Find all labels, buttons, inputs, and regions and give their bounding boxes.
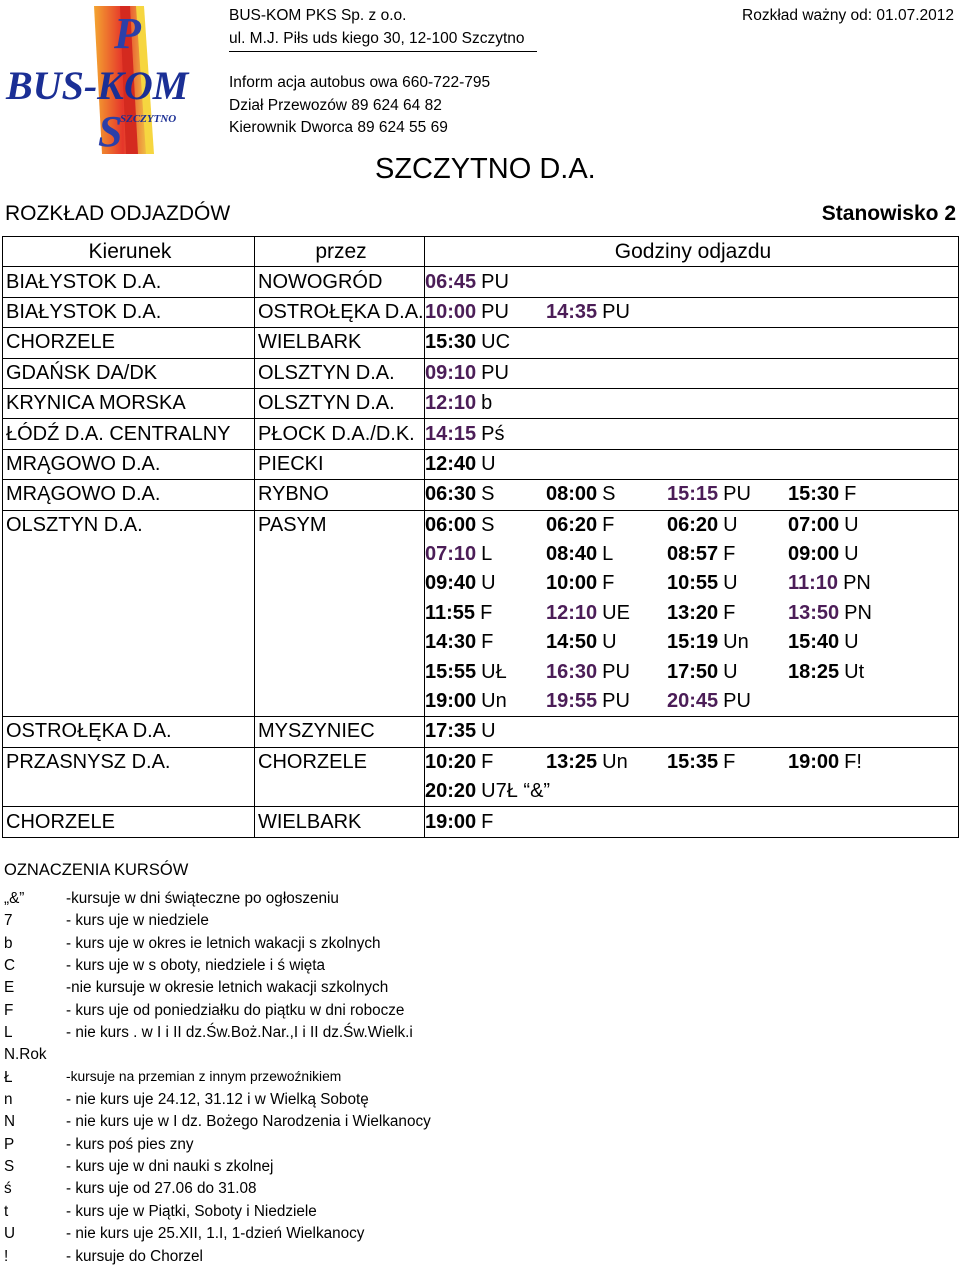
info-phone: Inform acja autobus owa 660-722-795 xyxy=(229,74,491,91)
departure-hour: 10:00 xyxy=(546,572,598,595)
table-row xyxy=(3,480,959,510)
legend-title: OZNACZENIA KURSÓW xyxy=(4,861,189,879)
via-cell xyxy=(255,569,425,598)
departure-hour: 11:10 xyxy=(788,572,839,595)
departure-hour: 08:00 xyxy=(546,483,598,506)
legend-description: - kurs poś pies zny xyxy=(66,1135,194,1153)
destination-cell: OSTROŁĘKA D.A. xyxy=(3,717,255,747)
legend-symbol: L xyxy=(4,1024,13,1042)
departure-time xyxy=(546,602,667,625)
via-cell: OLSZTYN D.A. xyxy=(255,388,425,418)
departure-time xyxy=(667,514,788,537)
departure-times-cell xyxy=(425,358,959,388)
legend-symbol: ! xyxy=(4,1247,9,1265)
table-row xyxy=(3,569,959,598)
table-row xyxy=(3,540,959,569)
via-cell: NOWOGRÓD xyxy=(255,267,425,297)
departure-time xyxy=(425,602,546,625)
departure-hour: 15:30 xyxy=(788,483,840,506)
departure-time xyxy=(788,483,909,506)
course-code: F xyxy=(602,572,615,595)
departure-hour: 08:40 xyxy=(546,543,598,566)
departure-time xyxy=(425,483,546,506)
course-code: PU xyxy=(481,270,509,293)
via-cell xyxy=(255,540,425,569)
course-code: F xyxy=(723,601,736,624)
table-row xyxy=(3,628,959,657)
table-row xyxy=(3,599,959,628)
course-code: U xyxy=(723,513,738,536)
departure-time xyxy=(788,751,909,774)
legend-symbol: Ł xyxy=(4,1068,13,1086)
header-divider xyxy=(229,51,537,52)
course-code: L xyxy=(602,543,614,566)
departure-time xyxy=(425,751,546,774)
departure-time xyxy=(788,602,909,625)
course-code: U xyxy=(481,452,496,475)
departure-time xyxy=(425,690,546,713)
course-code: UŁ xyxy=(481,660,507,683)
departure-times-cell xyxy=(425,807,959,837)
table-row xyxy=(3,807,959,837)
legend-symbol: E xyxy=(4,979,15,997)
legend-symbol: P xyxy=(4,1135,15,1153)
departure-hour: 14:35 xyxy=(546,300,598,323)
via-cell xyxy=(255,687,425,717)
departure-hour: 14:30 xyxy=(425,631,477,654)
company-name: BUS-KOM PKS Sp. z o.o. xyxy=(229,7,407,24)
destination-cell: PRZASNYSZ D.A. xyxy=(3,747,255,777)
departure-hour: 09:10 xyxy=(425,361,477,384)
departure-hour: 19:55 xyxy=(546,690,598,713)
departure-time xyxy=(667,690,788,713)
departure-time xyxy=(425,301,546,324)
departure-hour: 18:25 xyxy=(788,660,840,683)
departure-time xyxy=(425,392,546,415)
departure-times-cell xyxy=(425,480,959,510)
svg-text:BUS-KOM: BUS-KOM xyxy=(6,63,189,108)
legend-symbol: C xyxy=(4,957,16,975)
course-code: U xyxy=(844,543,859,566)
destination-cell xyxy=(3,540,255,569)
departure-hour: 12:40 xyxy=(425,452,477,475)
via-cell xyxy=(255,628,425,657)
departure-times-cell xyxy=(425,687,959,717)
via-cell: OLSZTYN D.A. xyxy=(255,358,425,388)
departure-time xyxy=(546,483,667,506)
svg-text:S: S xyxy=(98,107,123,154)
legend-description: -nie kursuje w okresie letnich wakacji szkolnych xyxy=(66,979,389,997)
departure-time xyxy=(667,543,788,566)
departure-time xyxy=(546,572,667,595)
course-code: PN xyxy=(843,572,871,595)
departure-hour: 10:00 xyxy=(425,300,477,323)
table-row xyxy=(3,657,959,686)
course-code: Pś xyxy=(481,422,505,445)
course-code: Ut xyxy=(844,660,865,683)
destination-cell: ŁÓDŹ D.A. CENTRALNY xyxy=(3,419,255,449)
departure-time xyxy=(425,331,546,354)
departure-hour: 08:57 xyxy=(667,543,719,566)
via-cell: MYSZYNIEC xyxy=(255,717,425,747)
via-cell: WIELBARK xyxy=(255,328,425,358)
course-code: F xyxy=(481,631,494,654)
departure-hour: 13:25 xyxy=(546,750,598,773)
departure-hour: 09:00 xyxy=(788,543,840,566)
departure-hour: 20:45 xyxy=(667,690,719,713)
departure-time xyxy=(788,572,909,595)
departure-time xyxy=(425,514,546,537)
departure-time xyxy=(546,514,667,537)
departure-hour: 20:20 xyxy=(425,780,477,803)
departure-hour: 09:40 xyxy=(425,572,477,595)
legend-description: - nie kurs uje w I dz. Bożego Narodzenia i Wielkanocy xyxy=(66,1113,431,1131)
departure-time xyxy=(546,661,667,684)
via-cell: OSTROŁĘKA D.A. xyxy=(255,297,425,327)
legend-symbol: N.Rok xyxy=(4,1046,47,1064)
departure-hour: 16:30 xyxy=(546,660,598,683)
via-cell: PŁOCK D.A./D.K. xyxy=(255,419,425,449)
bus-kom-logo xyxy=(2,4,207,154)
legend-symbol: „&” xyxy=(4,890,25,907)
departure-times-cell xyxy=(425,599,959,628)
destination-cell: BIAŁYSTOK D.A. xyxy=(3,267,255,297)
departure-hour: 15:19 xyxy=(667,631,719,654)
destination-cell xyxy=(3,569,255,598)
departure-time xyxy=(667,631,788,654)
departure-hour: 07:00 xyxy=(788,513,840,536)
legend-description: - kurs uje od 27.06 do 31.08 xyxy=(66,1180,257,1198)
departure-times-cell xyxy=(425,297,959,327)
departure-time xyxy=(788,543,909,566)
departure-hour: 19:00 xyxy=(788,750,840,773)
destination-cell: CHORZELE xyxy=(3,807,255,837)
table-row xyxy=(3,297,959,327)
table-row xyxy=(3,328,959,358)
departure-time xyxy=(788,661,909,684)
departure-time xyxy=(546,690,667,713)
course-code: PU xyxy=(481,361,509,384)
course-code: U xyxy=(723,660,738,683)
legend-description: - kurs uje w okres ie letnich wakacji s zkolnych xyxy=(66,934,381,952)
course-code: F xyxy=(723,750,736,773)
departure-hour: 17:35 xyxy=(425,720,477,743)
departure-time xyxy=(425,631,546,654)
departure-hour: 17:50 xyxy=(667,660,719,683)
destination-cell: MRĄGOWO D.A. xyxy=(3,480,255,510)
departure-hour: 14:50 xyxy=(546,631,598,654)
departure-hour: 06:45 xyxy=(425,270,477,293)
transport-dept-phone: Dział Przewozów 89 624 64 82 xyxy=(229,97,442,114)
legend-description: - nie kurs . w I i II dz.Św.Boż.Nar.,I i II dz.Św.Wielk.i xyxy=(66,1024,413,1042)
departure-time xyxy=(667,483,788,506)
departure-time xyxy=(667,751,788,774)
course-code: PN xyxy=(844,601,872,624)
course-code: PU xyxy=(481,300,509,323)
course-code: PU xyxy=(602,300,630,323)
departure-times-cell xyxy=(425,777,959,807)
departure-times-cell xyxy=(425,717,959,747)
course-code: F xyxy=(723,543,736,566)
legend-description: - kurs uje w niedziele xyxy=(66,912,209,930)
destination-cell: MRĄGOWO D.A. xyxy=(3,449,255,479)
course-code: Un xyxy=(481,690,507,713)
legend-description: -kursuje na przemian z innym przewoźnikiem xyxy=(66,1068,342,1084)
timetable-header xyxy=(3,237,959,267)
svg-text:P: P xyxy=(114,9,141,58)
legend-description: - kurs uje w s oboty, niedziele i ś więta xyxy=(66,957,326,975)
course-code: b xyxy=(481,392,493,415)
departure-times-cell xyxy=(425,657,959,686)
course-code: S xyxy=(602,483,616,506)
departure-time xyxy=(425,453,546,476)
departure-times-cell xyxy=(425,628,959,657)
legend-description: -kursuje w dni świąteczne po ogłoszeniu xyxy=(66,890,339,907)
via-cell: PASYM xyxy=(255,510,425,540)
course-code: U xyxy=(481,572,496,595)
departure-hour: 15:15 xyxy=(667,483,719,506)
departure-time xyxy=(425,720,546,743)
via-cell xyxy=(255,777,425,807)
departure-time xyxy=(425,271,546,294)
course-code: U xyxy=(481,720,496,743)
departure-hour: 10:20 xyxy=(425,750,477,773)
station-title: SZCZYTNO D.A. xyxy=(375,153,596,185)
departure-times-cell xyxy=(425,267,959,297)
page-subtitle: ROZKŁAD ODJAZDÓW xyxy=(5,202,231,225)
timetable xyxy=(2,236,959,838)
departure-times-cell xyxy=(425,540,959,569)
station-manager-phone: Kierownik Dworca 89 624 55 69 xyxy=(229,119,448,136)
course-code: F xyxy=(602,513,615,536)
departure-time xyxy=(425,543,546,566)
course-code: U xyxy=(723,572,738,595)
legend-symbol: S xyxy=(4,1158,15,1176)
course-code: F xyxy=(844,483,857,506)
via-cell xyxy=(255,657,425,686)
departure-hour: 06:30 xyxy=(425,483,477,506)
course-code: S xyxy=(481,513,495,536)
table-row xyxy=(3,777,959,807)
course-code: Un xyxy=(602,750,628,773)
via-cell: PIECKI xyxy=(255,449,425,479)
course-code: F xyxy=(481,810,494,833)
header-via: przez xyxy=(255,237,425,267)
legend-symbol: F xyxy=(4,1001,14,1019)
destination-cell: CHORZELE xyxy=(3,328,255,358)
via-cell: RYBNO xyxy=(255,480,425,510)
header-times: Godziny odjazdu xyxy=(425,237,959,267)
course-code: U xyxy=(844,513,859,536)
legend-symbol: b xyxy=(4,934,13,952)
legend-symbol: t xyxy=(4,1202,9,1220)
course-code: L xyxy=(481,543,493,566)
course-code: U xyxy=(844,631,859,654)
destination-cell xyxy=(3,599,255,628)
legend-symbol: U xyxy=(4,1225,16,1243)
departure-time xyxy=(546,301,667,324)
departure-time xyxy=(425,811,546,834)
table-row xyxy=(3,388,959,418)
course-code: PU xyxy=(602,690,630,713)
departure-hour: 15:30 xyxy=(425,331,477,354)
destination-cell xyxy=(3,628,255,657)
legend-description: - nie kurs uje 24.12, 31.12 i w Wielką Sobotę xyxy=(66,1091,369,1109)
valid-from: Rozkład ważny od: 01.07.2012 xyxy=(742,7,954,24)
course-code: PU xyxy=(602,660,630,683)
departure-time xyxy=(788,631,909,654)
departure-time xyxy=(425,362,546,385)
departure-time xyxy=(546,543,667,566)
table-row xyxy=(3,510,959,540)
svg-text:SZCZYTNO: SZCZYTNO xyxy=(120,113,177,125)
departure-hour: 13:20 xyxy=(667,601,719,624)
legend-description: - kurs uje w Piątki, Soboty i Niedziele xyxy=(66,1202,317,1220)
legend-symbol: 7 xyxy=(4,912,13,930)
via-cell: CHORZELE xyxy=(255,747,425,777)
destination-cell: KRYNICA MORSKA xyxy=(3,388,255,418)
table-row xyxy=(3,687,959,717)
table-row xyxy=(3,449,959,479)
stand-number: Stanowisko 2 xyxy=(821,202,956,225)
departure-times-cell xyxy=(425,388,959,418)
departure-times-cell xyxy=(425,747,959,777)
course-code: F xyxy=(481,750,494,773)
departure-times-cell xyxy=(425,328,959,358)
destination-cell xyxy=(3,687,255,717)
course-code: U7Ł “&” xyxy=(481,780,551,803)
departure-times-cell xyxy=(425,419,959,449)
legend-symbol: n xyxy=(4,1091,13,1109)
departure-hour: 12:10 xyxy=(425,392,477,415)
table-row xyxy=(3,358,959,388)
legend-symbol: N xyxy=(4,1113,16,1131)
legend-description: - nie kurs uje 25.XII, 1.I, 1-dzień Wielkanocy xyxy=(66,1225,365,1243)
course-code: F! xyxy=(844,750,862,773)
via-cell: WIELBARK xyxy=(255,807,425,837)
departure-time xyxy=(425,780,551,803)
departure-time xyxy=(546,751,667,774)
destination-cell: GDAŃSK DA/DK xyxy=(3,358,255,388)
legend-description: - kursuje do Chorzel xyxy=(66,1247,203,1265)
header-direction: Kierunek xyxy=(3,237,255,267)
table-row xyxy=(3,267,959,297)
course-code: UE xyxy=(602,601,630,624)
departure-hour: 15:55 xyxy=(425,660,477,683)
departure-time xyxy=(788,514,909,537)
legend-symbol: ś xyxy=(4,1180,12,1198)
departure-time xyxy=(667,572,788,595)
departure-times-cell xyxy=(425,510,959,540)
table-row xyxy=(3,419,959,449)
departure-hour: 12:10 xyxy=(546,601,598,624)
departure-hour: 15:40 xyxy=(788,631,840,654)
departure-hour: 14:15 xyxy=(425,422,477,445)
departure-hour: 13:50 xyxy=(788,601,840,624)
departure-time xyxy=(667,602,788,625)
departure-hour: 19:00 xyxy=(425,690,477,713)
table-row xyxy=(3,747,959,777)
destination-cell xyxy=(3,657,255,686)
course-code: PU xyxy=(723,690,751,713)
destination-cell: OLSZTYN D.A. xyxy=(3,510,255,540)
departure-time xyxy=(425,572,546,595)
destination-cell xyxy=(3,777,255,807)
table-row xyxy=(3,717,959,747)
departure-hour: 11:55 xyxy=(425,601,476,624)
course-code: UC xyxy=(481,331,511,354)
via-cell xyxy=(255,599,425,628)
departure-times-cell xyxy=(425,569,959,598)
legend-description: - kurs uje od poniedziałku do piątku w dni robocze xyxy=(66,1001,405,1019)
departure-times-cell xyxy=(425,449,959,479)
departure-hour: 10:55 xyxy=(667,572,719,595)
departure-time xyxy=(425,423,546,446)
departure-hour: 06:20 xyxy=(546,513,598,536)
departure-time xyxy=(425,661,546,684)
company-address: ul. M.J. Piłs uds kiego 30, 12-100 Szczytno xyxy=(229,30,525,47)
departure-time xyxy=(546,631,667,654)
course-code: PU xyxy=(723,483,751,506)
departure-hour: 19:00 xyxy=(425,810,477,833)
departure-hour: 15:35 xyxy=(667,750,719,773)
course-code: S xyxy=(481,483,495,506)
course-code: U xyxy=(602,631,617,654)
destination-cell: BIAŁYSTOK D.A. xyxy=(3,297,255,327)
departure-hour: 07:10 xyxy=(425,543,477,566)
departure-hour: 06:00 xyxy=(425,513,477,536)
legend-description: - kurs uje w dni nauki s zkolnej xyxy=(66,1158,274,1176)
course-code: Un xyxy=(723,631,749,654)
departure-hour: 06:20 xyxy=(667,513,719,536)
departure-time xyxy=(667,661,788,684)
course-code: F xyxy=(480,601,493,624)
